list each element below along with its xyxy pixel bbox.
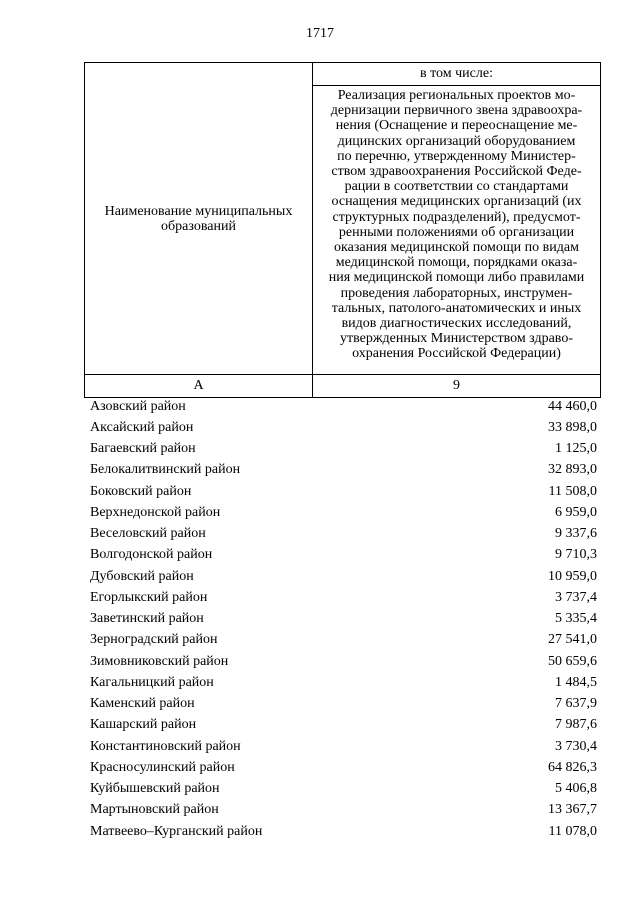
municipality-value: 1 484,5 [555,674,597,690]
municipality-value: 10 959,0 [548,568,597,584]
table-row [90,757,597,778]
municipality-value: 11 078,0 [548,823,597,839]
municipality-value: 27 541,0 [548,632,597,648]
municipality-name: Дубовский район [90,568,194,584]
table-row [90,800,597,821]
municipality-name: Верхнедонской район [90,504,221,520]
description-line: тальных, патолого-анатомических и иных [331,300,582,316]
municipality-value: 7 987,6 [555,717,597,733]
municipality-value: 33 898,0 [548,419,597,435]
municipality-value: 5 406,8 [555,781,597,797]
table-row [90,609,597,630]
column-letter-a: А [85,375,313,398]
municipality-name: Красносулинский район [90,759,235,775]
table-row [90,672,597,693]
header-description [313,86,601,375]
header-including: в том числе: [313,63,601,86]
description-line: Реализация региональных проектов мо- [337,88,576,103]
description-line: утвержденных Министерством здраво- [340,331,573,347]
municipality-value: 1 125,0 [555,441,597,457]
table-row [90,630,597,651]
municipality-value: 64 826,3 [548,759,597,775]
municipality-name: Куйбышевский район [90,781,220,797]
table-header [84,62,601,398]
municipality-name: Азовский район [90,398,186,414]
table-row [90,736,597,757]
municipality-value: 6 959,0 [555,504,597,520]
municipality-value: 9 710,3 [555,547,597,563]
table-row [90,460,597,481]
municipality-value: 3 730,4 [555,738,597,754]
description-line: по перечню, утвержденному Министер- [337,148,576,164]
description-line: ния медицинской помощи либо правилами [328,270,585,286]
table-row [90,502,597,523]
municipality-value: 11 508,0 [548,483,597,499]
municipality-name: Волгодонской район [90,547,213,563]
description-line: оказания медицинской помощи по видам [334,240,579,256]
municipality-name: Матвеево–Курганский район [90,823,263,839]
description-line: нения (Оснащение и переоснащение ме- [335,118,578,134]
municipality-name: Заветинский район [90,611,204,627]
municipality-value: 7 637,9 [555,696,597,712]
municipality-value: 9 337,6 [555,526,597,542]
municipality-value: 3 737,4 [555,589,597,605]
description-line: дернизации первичного звена здравоохра- [330,103,583,119]
description-line: медицинской помощи, порядками оказа- [335,255,578,271]
description-line: охранения Российской Федерации) [352,346,561,362]
municipality-value: 5 335,4 [555,611,597,627]
description-line: оснащения медицинских организаций (их [331,194,582,210]
table-row [90,481,597,502]
municipality-name: Зерноградский район [90,632,218,648]
municipality-name: Константиновский район [90,738,241,754]
description-line: дицинских организаций оборудованием [337,133,576,149]
data-rows [90,396,597,842]
table-row [90,566,597,587]
municipality-value: 50 659,6 [548,653,597,669]
municipality-value: 44 460,0 [548,398,597,414]
municipality-name: Зимовниковский район [90,653,229,669]
table-row [90,417,597,438]
municipality-name: Аксайский район [90,419,194,435]
description-line: ством здравоохранения Российской Феде- [331,164,582,180]
header-name-line: Наименование муниципальных [104,203,293,219]
municipality-value: 32 893,0 [548,462,597,478]
description-line: структурных подразделений), предусмот- [332,209,581,225]
municipality-name: Кашарский район [90,717,197,733]
header-name-line: образований [161,218,236,234]
description-line: рации в соответствии со стандартами [344,179,569,195]
municipality-name: Боковский район [90,483,192,499]
municipality-value: 13 367,7 [548,802,597,818]
page-number: 1717 [306,26,334,41]
table-row [90,545,597,566]
municipality-name: Багаевский район [90,441,196,457]
table-row [90,439,597,460]
municipality-name: Веселовский район [90,526,206,542]
table-row [90,715,597,736]
header-name-column [85,63,313,375]
table-row [90,587,597,608]
description-line: ренными положениями об организации [338,224,575,240]
table-row [90,821,597,842]
municipality-name: Белокалитвинский район [90,462,241,478]
municipality-name: Егорлыкский район [90,589,208,605]
description-line: видов диагностических исследований, [341,316,572,332]
municipality-name: Каменский район [90,696,195,712]
table-row [90,694,597,715]
municipality-name: Мартыновский район [90,802,219,818]
table-row [90,396,597,417]
table-row [90,524,597,545]
municipality-name: Кагальницкий район [90,674,214,690]
description-line: проведения лабораторных, инструмен- [340,285,573,301]
column-number-9: 9 [313,375,601,398]
table-row [90,651,597,672]
table-row [90,779,597,800]
